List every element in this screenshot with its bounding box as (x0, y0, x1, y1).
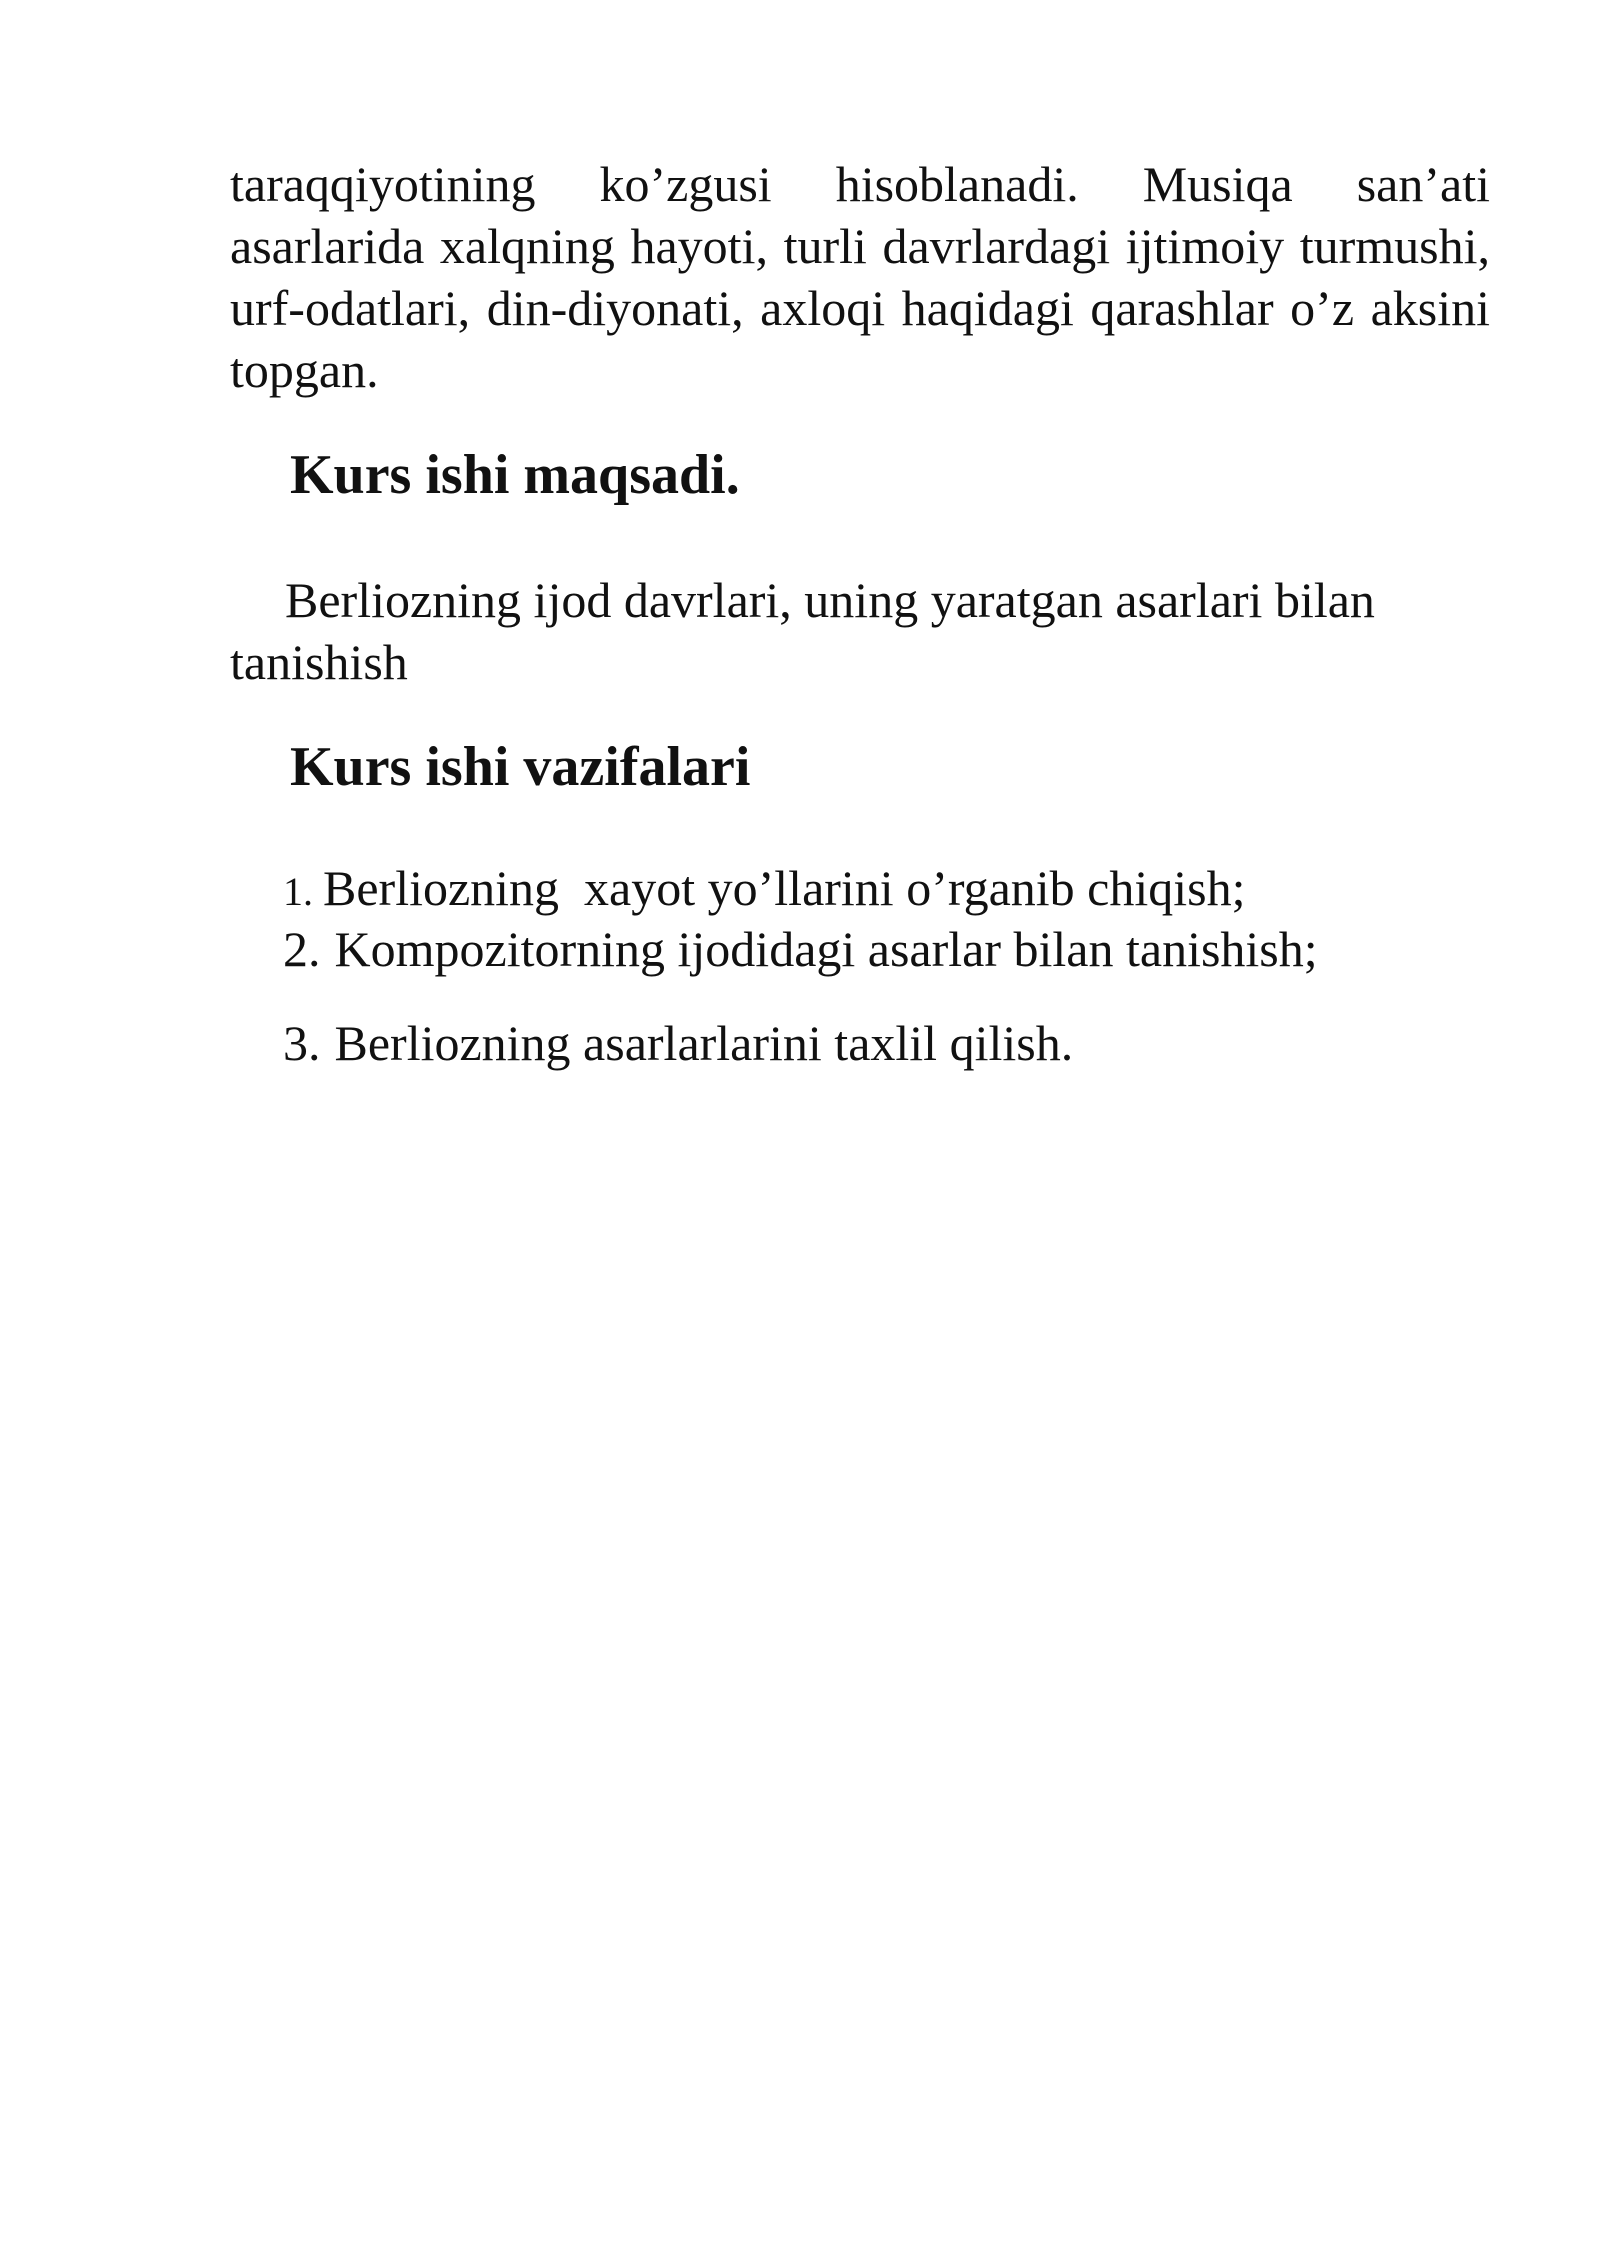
task-text: Berliozning asarlarlarini taxlil qilish. (334, 1015, 1074, 1071)
goal-paragraph: Berliozning ijod davrlari, uning yaratgan asarlari bilan tanishish (230, 572, 1375, 690)
intro-paragraph: taraqqiyotining ko’zgusi hisoblanadi. Musiqa san’ati asarlarida xalqning hayoti, turli davrlardagi ijtimoiy turmushi, urf-odatlari, din-diyonati, axloqi haqidagi qarashlar o’z aksini topgan. (230, 156, 1490, 398)
task-text: Berliozning xayot yo’llarini o’rganib chiqish; (323, 860, 1246, 916)
task-number: 2. (283, 921, 321, 977)
task-item (283, 857, 1483, 923)
goal-heading: Kurs ishi maqsadi. (290, 444, 740, 506)
tasks-heading: Kurs ishi vazifalari (290, 736, 751, 798)
task-item (283, 918, 1483, 980)
task-item (283, 1012, 1483, 1074)
task-number: 3. (283, 1015, 321, 1071)
task-number: 1. (283, 869, 313, 914)
task-text: Kompozitorning ijodidagi asarlar bilan tanishish; (334, 921, 1318, 977)
